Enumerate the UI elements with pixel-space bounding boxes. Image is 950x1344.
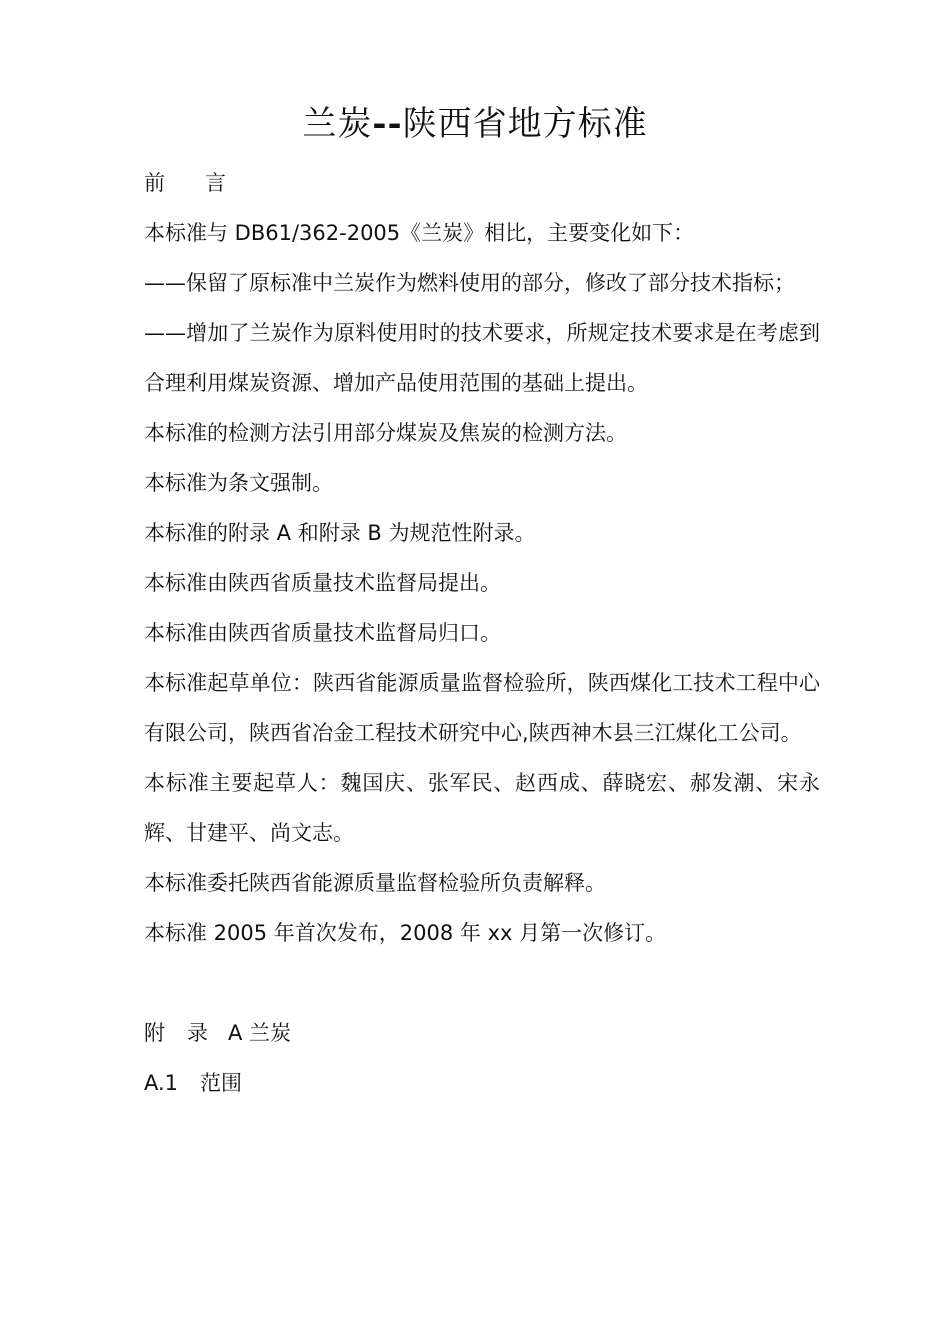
blank-line xyxy=(144,958,820,1008)
section-heading: A.1 范围 xyxy=(144,1071,243,1095)
paragraph-proposed-by: 本标准由陕西省质量技术监督局提出。 xyxy=(144,571,501,595)
paragraph-changes-intro: 本标准与 DB61/362-2005《兰炭》相比，主要变化如下： xyxy=(144,221,695,245)
document-title xyxy=(0,98,950,150)
paragraph-drafting-units: 本标准起草单位：陕西省能源质量监督检验所，陕西煤化工技术工程中心有限公司，陕西省冶金工程技术研究中心,陕西神木县三江煤化工公司。 xyxy=(144,671,820,745)
appendix-heading: 附 录 A 兰炭 xyxy=(144,1021,292,1045)
title-dash: -- xyxy=(372,104,403,144)
paragraph-appendices: 本标准的附录 A 和附录 B 为规范性附录。 xyxy=(144,521,536,545)
paragraph-test-methods: 本标准的检测方法引用部分煤炭及焦炭的检测方法。 xyxy=(144,421,627,445)
paragraph-history: 本标准 2005 年首次发布，2008 年 xx 月第一次修订。 xyxy=(144,921,667,945)
paragraph-administered-by: 本标准由陕西省质量技术监督局归口。 xyxy=(144,621,501,645)
paragraph-drafters: 本标准主要起草人：魏国庆、张军民、赵西成、薛晓宏、郝发潮、宋永辉、甘建平、尚文志。 xyxy=(144,771,820,845)
title-part1: 兰炭 xyxy=(302,104,373,144)
paragraph-interpretation: 本标准委托陕西省能源质量监督检验所负责解释。 xyxy=(144,871,606,895)
paragraph-change-1: ——保留了原标准中兰炭作为燃料使用的部分，修改了部分技术指标； xyxy=(144,271,795,295)
paragraph-mandatory: 本标准为条文强制。 xyxy=(144,471,333,495)
foreword-heading: 前 言 xyxy=(144,171,226,195)
document-body xyxy=(144,158,820,1108)
title-part2: 陕西省地方标准 xyxy=(402,104,648,144)
paragraph-change-2: ——增加了兰炭作为原料使用时的技术要求，所规定技术要求是在考虑到合理利用煤炭资源、增加产品使用范围的基础上提出。 xyxy=(144,321,820,395)
